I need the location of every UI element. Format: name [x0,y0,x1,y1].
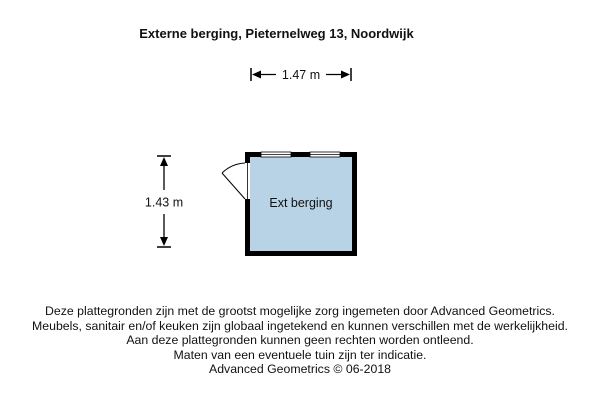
disclaimer-copyright: Advanced Geometrics © 06-2018 [209,362,391,377]
room-label: Ext berging [269,196,333,210]
window-left [261,152,291,157]
window-right [310,152,340,157]
disclaimer-line: Maten van een eventuele tuin zijn ter indicatie. [173,347,427,362]
disclaimer-line: Aan deze plattegronden kunnen geen rechten worden ontleend. [126,333,474,348]
height-label: 1.43 m [144,195,184,210]
door-swing [222,163,245,199]
plan-title: Externe berging, Pieternelweg 13, Noordwijk [139,26,414,41]
height-dimension [145,156,183,247]
width-dimension [251,68,351,82]
width-label: 1.47 m [281,68,321,82]
disclaimer-line: Meubels, sanitair en/of keuken zijn globaal ingetekend en kunnen verschillen met de werkelijkheid. [32,318,568,333]
room-ext-berging [222,152,357,256]
disclaimer-line: Deze plattegronden zijn met de grootst mogelijke zorg ingemeten door Advanced Geometrics. [45,304,555,318]
disclaimer [0,304,600,377]
